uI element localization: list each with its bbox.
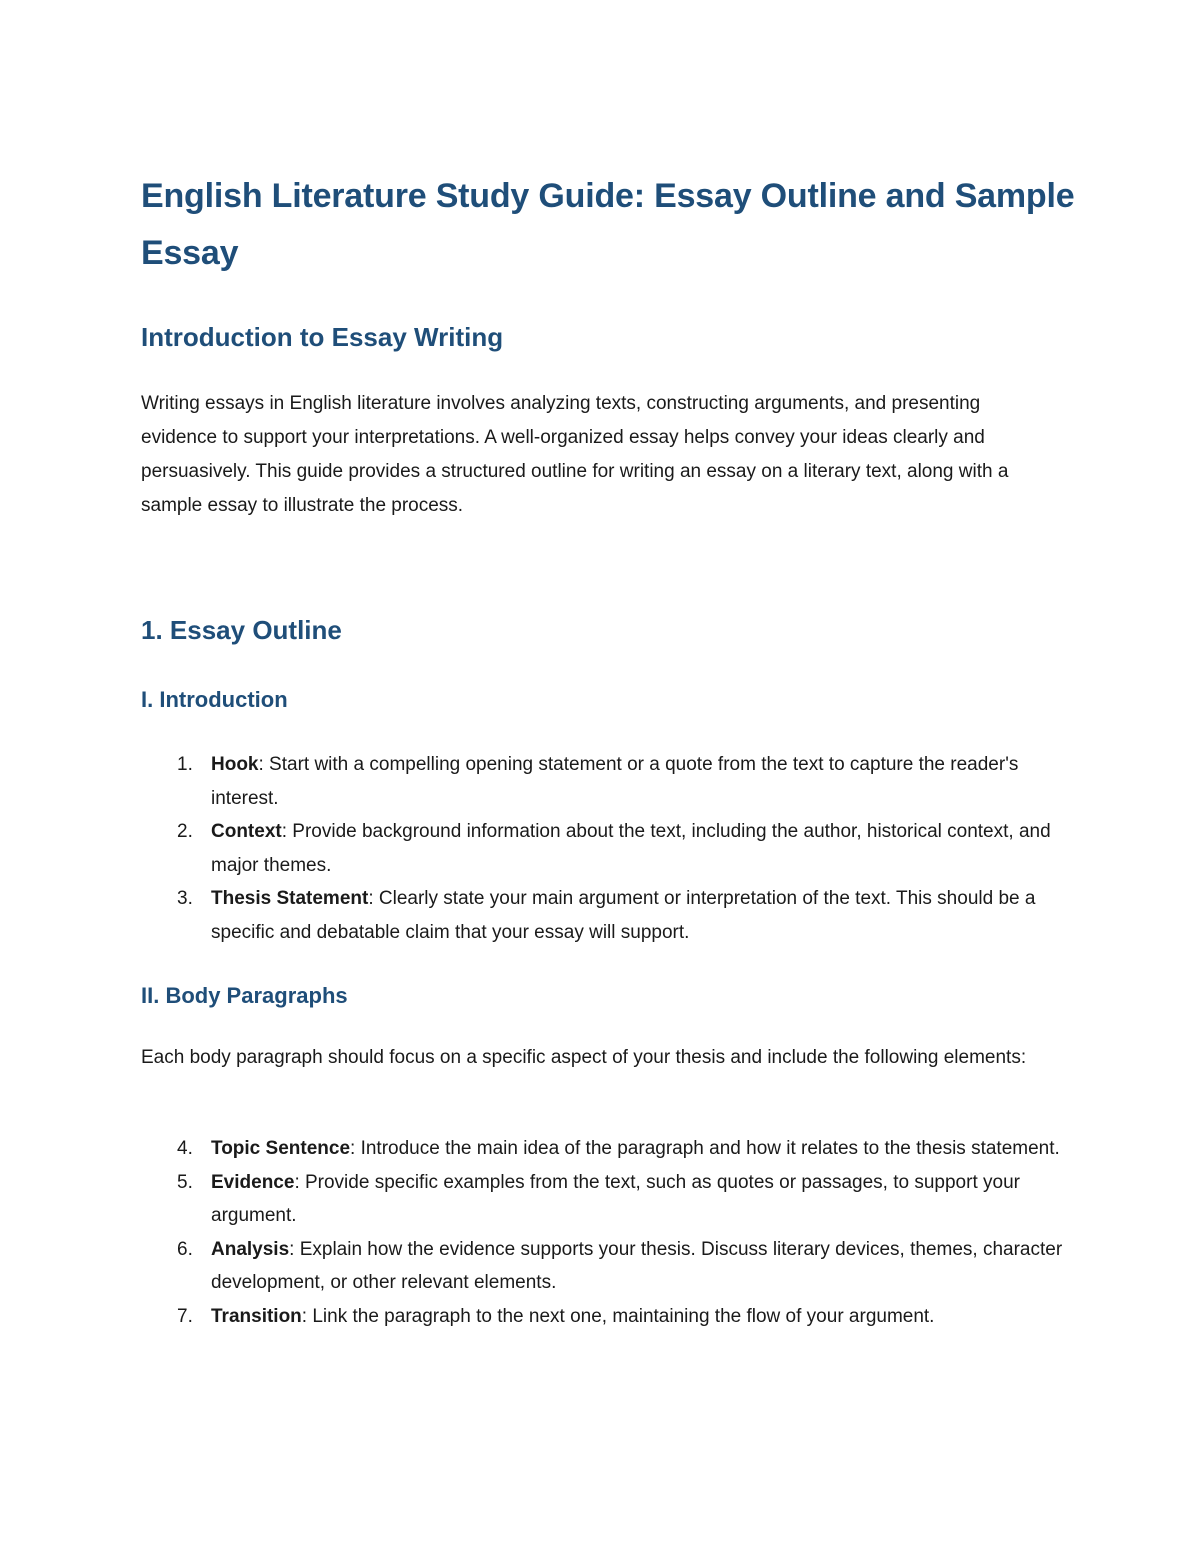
- introduction-list: [141, 748, 1071, 949]
- list-item-term: Analysis: [211, 1238, 290, 1260]
- list-item: [141, 1132, 1071, 1166]
- list-item-text: : Provide background information about the text, including the author, historical context, and major themes.: [211, 821, 1051, 876]
- page-title: English Literature Study Guide: Essay Outline and Sample Essay: [141, 177, 1075, 272]
- list-item-number: 5.: [177, 1171, 193, 1193]
- list-item-text: : Introduce the main idea of the paragraph and how it relates to the thesis statement.: [350, 1138, 1060, 1159]
- list-item-term: Evidence: [211, 1171, 295, 1193]
- body-intro-paragraph: Each body paragraph should focus on a specific aspect of your thesis and include the following elements:: [141, 1047, 1027, 1068]
- intro-heading: Introduction to Essay Writing: [141, 322, 504, 352]
- list-item: [141, 1300, 1071, 1334]
- list-item: [141, 882, 1071, 949]
- list-item-number: 6.: [177, 1238, 193, 1260]
- list-item-term: Topic Sentence: [211, 1138, 351, 1159]
- list-item-term: Context: [211, 821, 282, 842]
- body-section-heading: II. Body Paragraphs: [141, 983, 348, 1008]
- list-item-text: : Link the paragraph to the next one, maintaining the flow of your argument.: [301, 1305, 935, 1327]
- list-item-text: : Explain how the evidence supports your thesis. Discuss literary devices, themes, character development, or other relevant elements.: [211, 1238, 1063, 1293]
- list-item-text: : Clearly state your main argument or interpretation of the text. This should be a specific and debatable claim that your essay will support.: [211, 888, 1036, 943]
- list-item: [141, 815, 1071, 882]
- list-item-number: 4.: [177, 1138, 193, 1159]
- list-item-term: Thesis Statement: [211, 888, 369, 909]
- list-item-number: 7.: [177, 1305, 193, 1327]
- list-item: [141, 1166, 1071, 1233]
- body-list: [141, 1132, 1071, 1333]
- introduction-section-heading: I. Introduction: [141, 687, 288, 712]
- list-item-term: Hook: [211, 754, 259, 775]
- list-item-number: 1.: [177, 754, 193, 775]
- list-item-number: 2.: [177, 821, 193, 842]
- list-item-text: : Provide specific examples from the text, such as quotes or passages, to support your argument.: [211, 1171, 1020, 1226]
- list-item-text: : Start with a compelling opening statement or a quote from the text to capture the reader's interest.: [211, 754, 1019, 809]
- list-item: [141, 748, 1071, 815]
- list-item-number: 3.: [177, 888, 193, 909]
- list-item-term: Transition: [211, 1305, 302, 1327]
- intro-paragraph: Writing essays in English literature involves analyzing texts, constructing arguments, and presenting evidence to support your interpretations. A well-organized essay helps convey your ideas clearly and persuasively. This guide provides a structured outline for writing an essay on a literary text, along with a sample essay to illustrate the process.: [141, 393, 1009, 516]
- outline-heading: 1. Essay Outline: [141, 615, 342, 645]
- list-item: [141, 1233, 1071, 1300]
